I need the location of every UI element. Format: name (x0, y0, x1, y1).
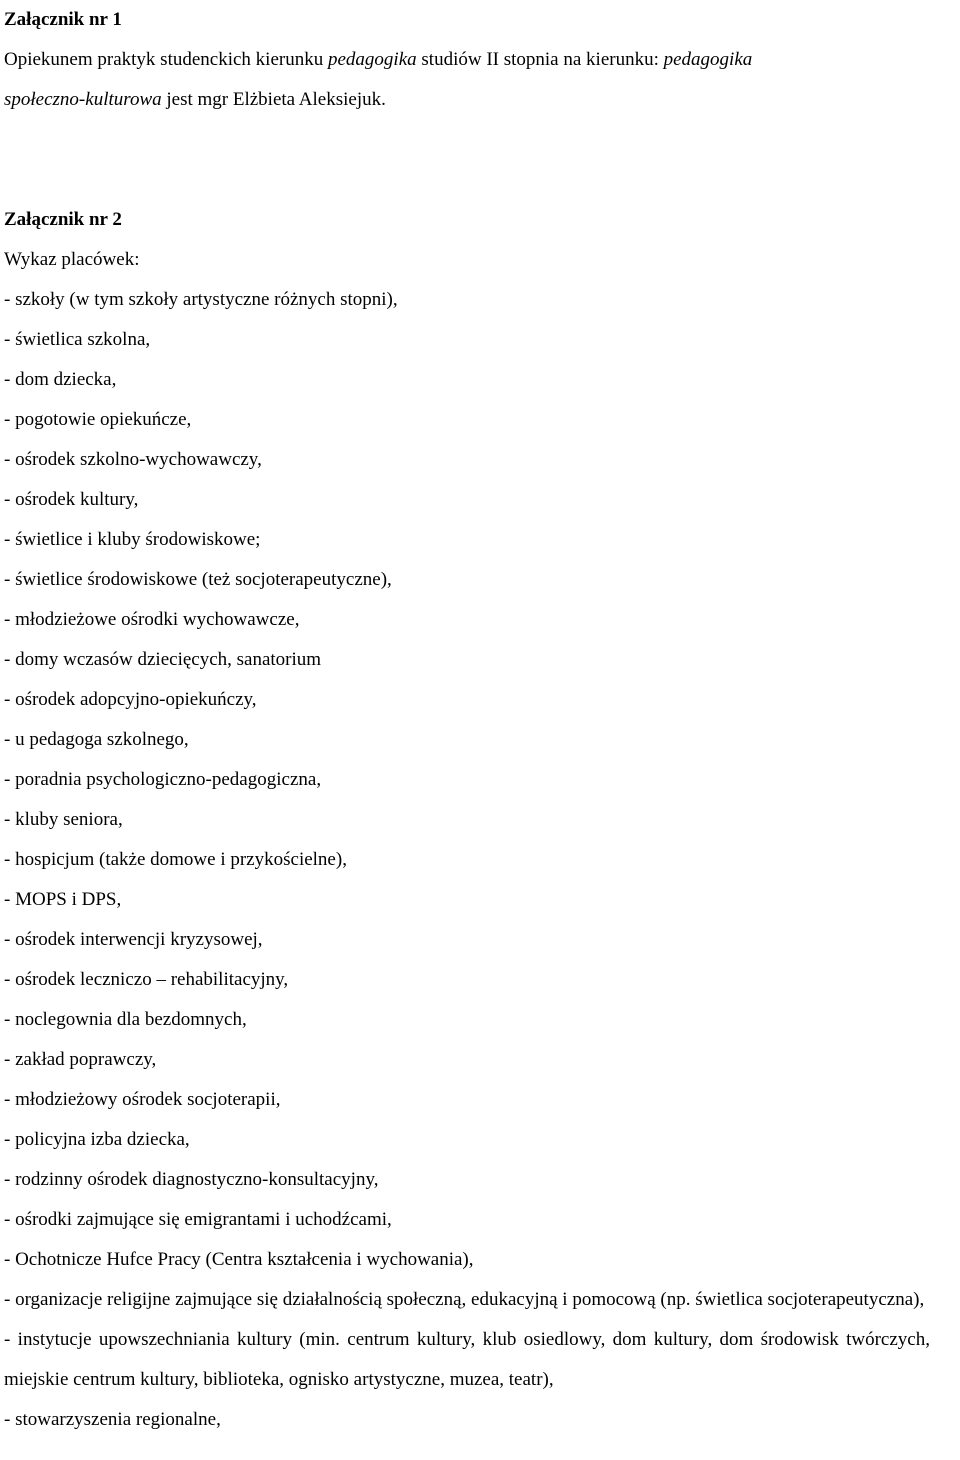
spacer (4, 120, 944, 200)
italic-text: społeczno-kulturowa (4, 89, 162, 110)
attachment-1-line-1 (4, 40, 928, 80)
list-item: - ośrodek adopcyjno-opiekuńczy, (4, 689, 257, 710)
list-item: - ośrodek kultury, (4, 489, 139, 510)
list-item: - kluby seniora, (4, 809, 123, 830)
italic-text: pedagogika (663, 49, 753, 70)
list-item: - szkoły (w tym szkoły artystyczne różnych stopni), (4, 289, 398, 310)
list-item: - pogotowie opiekuńcze, (4, 409, 192, 430)
list-item: - ośrodki zajmujące się emigrantami i uchodźcami, (4, 1209, 392, 1230)
attachment-1-text (4, 40, 752, 80)
list-item: - ośrodek interwencji kryzysowej, (4, 929, 263, 950)
attachment-1-line-2 (4, 80, 944, 120)
list-item: - hospicjum (także domowe i przykościelne), (4, 849, 347, 870)
list-item: - instytucje upowszechniania kultury (min. centrum kultury, klub osiedlowy, dom kultury, dom środowisk twórczych, miejskie centrum kultury, biblioteka, ognisko artystyczne, muzea, teatr), (4, 1329, 930, 1390)
list-item: - ośrodek szkolno-wychowawczy, (4, 449, 262, 470)
list-item: - policyjna izba dziecka, (4, 1129, 190, 1150)
attachment-2-heading: Załącznik nr 2 (4, 209, 122, 230)
attachment-1-heading: Załącznik nr 1 (4, 9, 122, 30)
attachment-2-subheading: Wykaz placówek: (4, 249, 140, 270)
facility-list (4, 280, 944, 1440)
list-item: - młodzieżowe ośrodki wychowawcze, (4, 609, 300, 630)
list-item: - zakład poprawczy, (4, 1049, 157, 1070)
list-item: - ośrodek leczniczo – rehabilitacyjny, (4, 969, 289, 990)
text-run: studiów II stopnia na kierunku: (416, 49, 664, 70)
list-item: - świetlice i kluby środowiskowe; (4, 529, 261, 550)
list-item: - stowarzyszenia regionalne, (4, 1409, 221, 1430)
list-item: - świetlice środowiskowe (też socjoterapeutyczne), (4, 569, 392, 590)
list-item: - organizacje religijne zajmujące się działalnością społeczną, edukacyjną i pomocową (np. świetlica socjoterapeutyczna), (4, 1289, 925, 1310)
list-item: - rodzinny ośrodek diagnostyczno-konsultacyjny, (4, 1169, 379, 1190)
list-item: - świetlica szkolna, (4, 329, 151, 350)
list-item: - Ochotnicze Hufce Pracy (Centra kształcenia i wychowania), (4, 1249, 474, 1270)
text-run: Opiekunem praktyk studenckich kierunku (4, 49, 328, 70)
list-item: - dom dziecka, (4, 369, 117, 390)
italic-text: pedagogika (327, 49, 417, 70)
list-item: - poradnia psychologiczno-pedagogiczna, (4, 769, 322, 790)
list-item: - domy wczasów dziecięcych, sanatorium (4, 649, 322, 670)
document-page (4, 0, 944, 1440)
list-item: - u pedagoga szkolnego, (4, 729, 189, 750)
list-item: - MOPS i DPS, (4, 889, 122, 910)
list-item: - noclegownia dla bezdomnych, (4, 1009, 247, 1030)
list-item: - młodzieżowy ośrodek socjoterapii, (4, 1089, 281, 1110)
text-run: jest mgr Elżbieta Aleksiejuk. (161, 89, 386, 110)
